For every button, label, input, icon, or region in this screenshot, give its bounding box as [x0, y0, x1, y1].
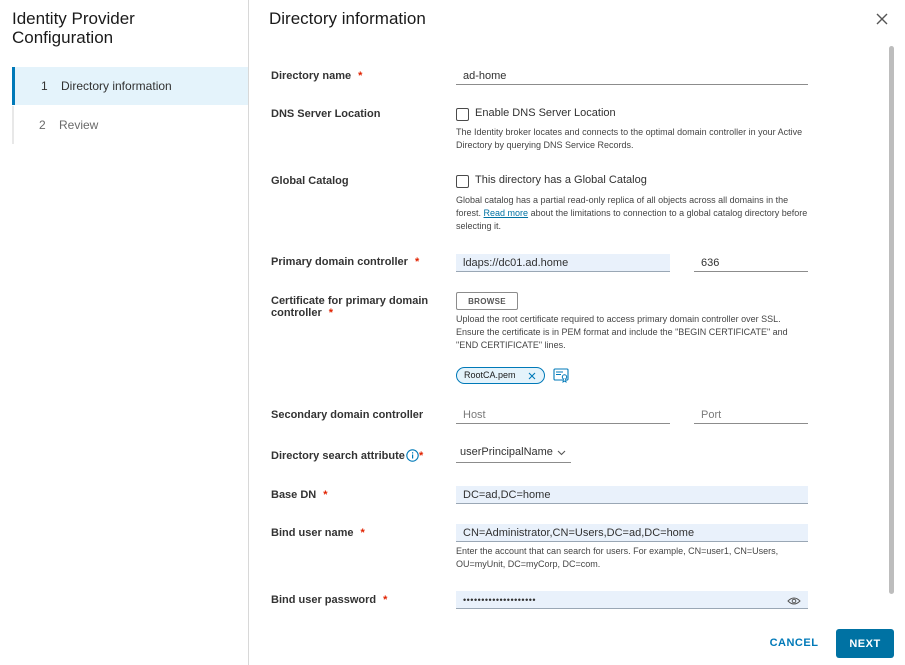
bind-user-password-label: Bind user password *: [271, 594, 388, 606]
primary-domain-controller-label: Primary domain controller *: [271, 256, 420, 268]
step-directory-information[interactable]: [12, 67, 248, 105]
required-marker: *: [414, 256, 420, 268]
dns-server-location-checkbox[interactable]: [456, 108, 469, 121]
scrollbar[interactable]: [889, 46, 894, 594]
read-more-link[interactable]: Read more: [483, 208, 529, 218]
wizard-sidebar: [0, 0, 249, 665]
directory-search-attribute-label: Directory search attribute: [271, 450, 405, 462]
step-label: Directory information: [61, 79, 172, 93]
directory-name-label: Directory name *: [271, 70, 363, 82]
certificate-file-name: RootCA.pem: [464, 370, 516, 380]
browse-button[interactable]: BROWSE: [456, 292, 518, 310]
base-dn-label: Base DN *: [271, 489, 328, 501]
required-marker: *: [328, 307, 334, 319]
certificate-label: Certificate for primary domain controller *: [271, 295, 429, 319]
global-catalog-checkbox[interactable]: [456, 175, 469, 188]
info-icon[interactable]: [406, 449, 419, 462]
bind-user-name-label: Bind user name *: [271, 527, 365, 539]
dns-server-location-help: The Identity broker locates and connects to the optimal domain controller in your Active Directory by querying DNS Service Records.: [456, 127, 803, 150]
close-icon[interactable]: [873, 10, 891, 28]
required-marker: *: [323, 489, 328, 501]
chevron-down-icon: [557, 450, 566, 456]
selected-value: userPrincipalName: [460, 446, 553, 458]
bind-user-name-help: Enter the account that can search for users. For example, CN=user1, CN=Users, OU=myUnit, DC=myCorp, DC=com.: [456, 546, 779, 569]
wizard-content: [249, 0, 905, 665]
step-number: 2: [39, 118, 46, 132]
bind-user-password-input[interactable]: [456, 591, 808, 609]
step-label: Review: [59, 118, 99, 132]
certificate-help: Upload the root certificate required to access primary domain controller over SSL. Ensure the certificate is in PEM format and include the "BEGIN CERTIFICATE" and "END CERTIFICATE" lines.: [456, 314, 788, 350]
cancel-button[interactable]: CANCEL: [769, 637, 819, 649]
directory-search-attribute-select[interactable]: [456, 445, 571, 463]
dns-server-location-checkbox-label: Enable DNS Server Location: [475, 107, 616, 119]
show-password-icon[interactable]: [787, 596, 801, 606]
required-marker: *: [360, 527, 365, 539]
global-catalog-label: Global Catalog: [271, 175, 349, 187]
required-marker: *: [419, 450, 424, 462]
dns-server-location-label: DNS Server Location: [271, 108, 381, 120]
global-catalog-checkbox-label: This directory has a Global Catalog: [475, 174, 647, 186]
required-marker: *: [383, 594, 388, 606]
bind-user-name-input[interactable]: [456, 524, 808, 542]
global-catalog-help: Global catalog has a partial read-only replica of all objects across all domains in the forest. Read more about the limitations to connection to a global catalog directory before selecting it.: [456, 195, 808, 231]
required-marker: *: [358, 70, 363, 82]
step-number: 1: [41, 79, 48, 93]
primary-domain-controller-port-input[interactable]: [694, 254, 808, 272]
primary-domain-controller-host-input[interactable]: [456, 254, 670, 272]
base-dn-input[interactable]: [456, 486, 808, 504]
certificate-icon[interactable]: [553, 368, 570, 383]
page-title: Directory information: [269, 9, 426, 28]
secondary-domain-controller-label: Secondary domain controller: [271, 409, 424, 421]
sidebar-title: Identity Provider Configuration: [12, 9, 135, 47]
step-review[interactable]: [12, 106, 248, 144]
secondary-domain-controller-port-input[interactable]: [694, 406, 808, 424]
remove-file-icon[interactable]: [527, 371, 537, 381]
directory-name-input[interactable]: [456, 67, 808, 85]
next-button[interactable]: NEXT: [836, 629, 894, 658]
certificate-file-chip: [456, 367, 545, 384]
secondary-domain-controller-host-input[interactable]: [456, 406, 670, 424]
